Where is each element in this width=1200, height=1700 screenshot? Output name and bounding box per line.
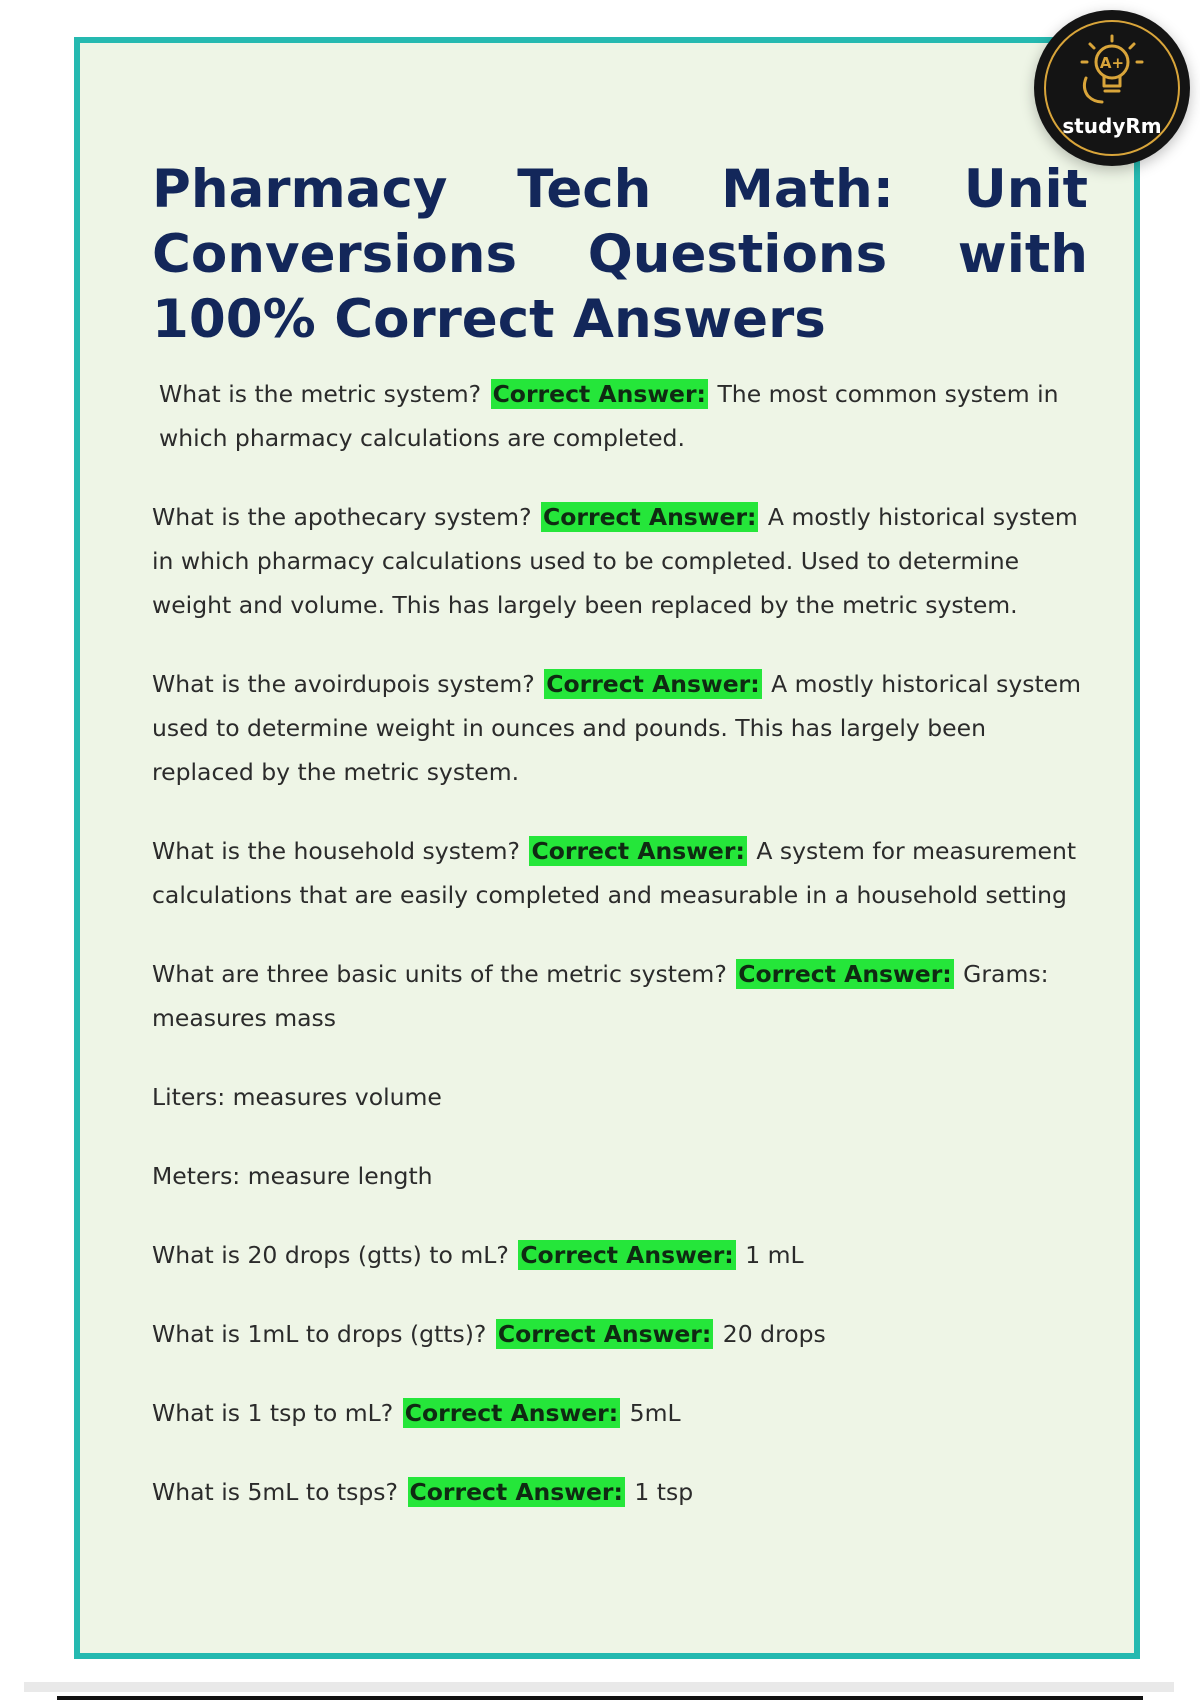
question-text: What is the metric system? bbox=[159, 380, 482, 408]
correct-answer-label: Correct Answer: bbox=[546, 670, 760, 698]
page-bottom-shadow bbox=[24, 1682, 1174, 1692]
question-text: What is 1mL to drops (gtts)? bbox=[152, 1320, 487, 1348]
document-content bbox=[152, 157, 1088, 1549]
correct-answer-label: Correct Answer: bbox=[738, 960, 952, 988]
qa-item bbox=[152, 1233, 1088, 1277]
correct-answer-label: Correct Answer: bbox=[531, 837, 745, 865]
question-text: What is the apothecary system? bbox=[152, 503, 532, 531]
document-title: Pharmacy Tech Math: Unit Conversions Questions with 100% Correct Answers bbox=[152, 159, 1088, 350]
correct-answer-label: Correct Answer: bbox=[492, 380, 706, 408]
question-text: What is the avoirdupois system? bbox=[152, 670, 535, 698]
answer-text: 20 drops bbox=[722, 1320, 826, 1348]
qa-item bbox=[152, 952, 1088, 1040]
correct-answer-label: Correct Answer: bbox=[520, 1241, 734, 1269]
bottom-divider bbox=[57, 1696, 1143, 1700]
note-line: Meters: measure length bbox=[152, 1162, 433, 1190]
qa-item bbox=[152, 1391, 1088, 1435]
answer-text: A mostly historical system in which pharmacy calculations used to be completed. Used to determine weight and volume. This has largely been replaced by the metric system. bbox=[152, 503, 1078, 619]
question-text: What is the household system? bbox=[152, 837, 520, 865]
qa-item bbox=[152, 829, 1088, 917]
qa-item bbox=[152, 372, 1088, 460]
document-page bbox=[74, 37, 1140, 1659]
qa-item bbox=[152, 662, 1088, 794]
correct-answer-label: Correct Answer: bbox=[497, 1320, 712, 1348]
answer-text: A system for measurement calculations that are easily completed and measurable in a household setting bbox=[152, 837, 1077, 909]
qa-item bbox=[152, 1470, 1088, 1514]
correct-answer-label: Correct Answer: bbox=[404, 1399, 619, 1427]
correct-answer-label: Correct Answer: bbox=[409, 1478, 623, 1506]
answer-text: 5mL bbox=[629, 1399, 681, 1427]
svg-text:A+: A+ bbox=[1099, 54, 1125, 72]
answer-text: The most common system in which pharmacy calculations are completed. bbox=[159, 380, 1059, 452]
qa-item bbox=[152, 495, 1088, 627]
a-plus-lightbulb-icon bbox=[1072, 32, 1152, 112]
question-text: What is 1 tsp to mL? bbox=[152, 1399, 394, 1427]
answer-text: 1 mL bbox=[745, 1241, 804, 1269]
question-text: What are three basic units of the metric system? bbox=[152, 960, 727, 988]
studyrm-badge[interactable] bbox=[1034, 10, 1190, 166]
qa-item bbox=[152, 1312, 1088, 1356]
question-text: What is 20 drops (gtts) to mL? bbox=[152, 1241, 509, 1269]
answer-text: A mostly historical system used to determine weight in ounces and pounds. This has largely been replaced by the metric system. bbox=[152, 670, 1082, 786]
answer-text: 1 tsp bbox=[634, 1478, 694, 1506]
answer-text: Grams: measures mass bbox=[152, 960, 1049, 1032]
question-text: What is 5mL to tsps? bbox=[152, 1478, 399, 1506]
correct-answer-label: Correct Answer: bbox=[543, 503, 757, 531]
note-line: Liters: measures volume bbox=[152, 1083, 442, 1111]
badge-label: studyRm bbox=[1062, 114, 1162, 138]
